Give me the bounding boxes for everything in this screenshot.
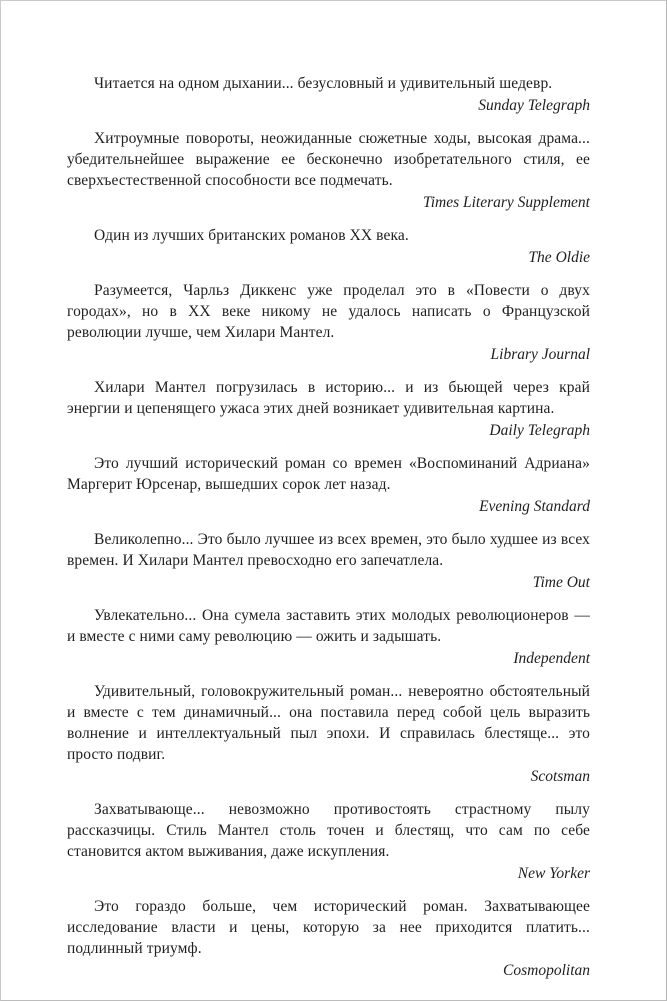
quote-text: Удивительный, головокружительный роман... невероятно обстоятельный и вместе с тем динамичный... она поставила перед собой цель выразить волнение и интеллектуальный пыл эпохи. И справилась блестяще... это просто подвиг. — [67, 683, 590, 763]
quote-text: Хилари Мантел погрузилась в историю... и из бьющей через край энергии и цепенящего ужаса этих дней возникает удивительная картина. — [67, 379, 590, 417]
quote-text: Это лучший исторический роман со времен «Воспоминаний Адриана» Маргерит Юрсенар, вышедших сорок лет назад. — [67, 455, 590, 493]
quote-block — [67, 128, 590, 213]
quote-text: Разумеется, Чарльз Диккенс уже проделал это в «Повести о двух городах», но в XX веке никому не удалось написать о Французской революции лучше, чем Хилари Мантел. — [67, 282, 590, 341]
quote-block — [67, 529, 590, 593]
quote-source: The Oldie — [528, 249, 590, 266]
quote-text: Хитроумные повороты, неожиданные сюжетные ходы, высокая драма... убедительнейшее выражение ее бесконечно изобретательного стиля, ее сверхъестественной способности все подмечать. — [67, 130, 590, 189]
quote-block — [67, 73, 590, 116]
quote-source: Scotsman — [530, 768, 590, 785]
quote-text: Один из лучших британских романов XX века. — [94, 227, 409, 244]
quote-text: Увлекательно... Она сумела заставить этих молодых революционеров — и вместе с ними саму революцию — ожить и задышать. — [67, 607, 590, 645]
quote-source: Sunday Telegraph — [478, 97, 590, 114]
quote-source: Daily Telegraph — [489, 422, 590, 439]
quote-block — [67, 453, 590, 517]
quote-block — [67, 377, 590, 441]
quote-block — [67, 280, 590, 365]
quote-block — [67, 225, 590, 268]
quote-source: Library Journal — [490, 346, 590, 363]
quote-block — [67, 605, 590, 669]
quote-block — [67, 799, 590, 884]
quote-source: Evening Standard — [479, 498, 590, 515]
quote-source: New Yorker — [517, 865, 590, 882]
quote-source: Independent — [513, 650, 590, 667]
quote-source: Time Out — [532, 574, 590, 591]
quote-text: Захватывающе... невозможно противостоять страстному пылу рассказчицы. Стиль Мантел столь точен и блестящ, что сам по себе становится актом выживания, даже искупления. — [67, 801, 590, 860]
quote-text: Это гораздо больше, чем исторический роман. Захватывающее исследование власти и цены, которую за нее приходится платить... подлинный триумф. — [67, 898, 590, 957]
quote-source: Times Literary Supplement — [422, 194, 590, 211]
quote-source: Cosmopolitan — [503, 962, 590, 979]
quote-text: Читается на одном дыхании... безусловный и удивительный шедевр. — [94, 75, 553, 92]
quote-text: Великолепно... Это было лучшее из всех времен, это было худшее из всех времен. И Хилари Мантел превосходно его запечатлела. — [67, 531, 590, 569]
quote-block — [67, 896, 590, 981]
quote-block — [67, 681, 590, 787]
quotes-list — [67, 73, 590, 993]
